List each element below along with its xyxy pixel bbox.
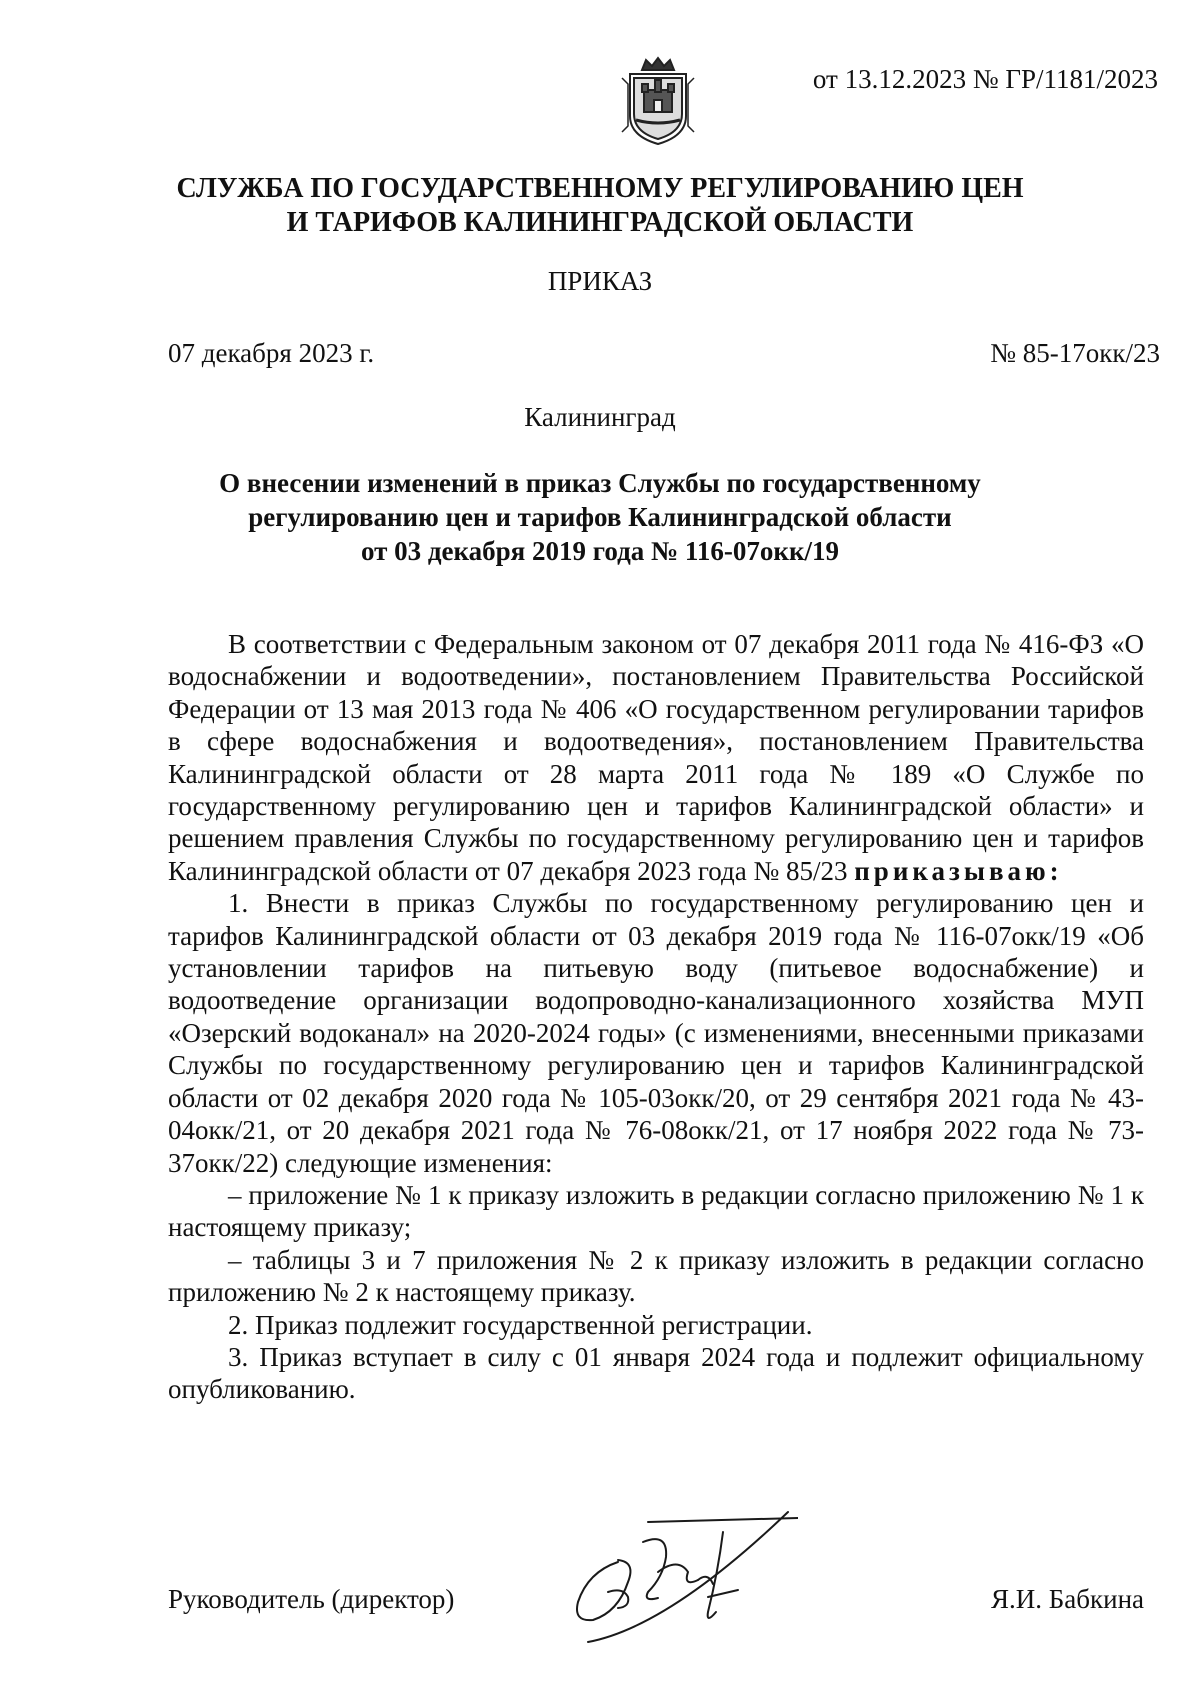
order-word: приказываю: [854, 855, 1063, 886]
kaliningrad-coat-of-arms-icon [620, 56, 696, 148]
preamble-paragraph [168, 628, 1144, 887]
organization-title [0, 172, 1200, 240]
dash-1-paragraph: – приложение № 1 к приказу изложить в редакции согласно приложению № 1 к настоящему приказу; [168, 1179, 1144, 1243]
signer-name: Я.И. Бабкина [991, 1584, 1144, 1614]
subject-line-3: от 03 декабря 2019 года № 116-07окк/19 [360, 536, 840, 566]
organization-title-line-1: СЛУЖБА ПО ГОСУДАРСТВЕННОМУ РЕГУЛИРОВАНИЮ ЦЕН [176, 173, 1024, 204]
document-type: ПРИКАЗ [547, 266, 653, 296]
item-3-paragraph: 3. Приказ вступает в силу с 01 января 2024 года и подлежит официальному опубликованию. [168, 1341, 1144, 1405]
handwritten-signature-icon [548, 1502, 798, 1652]
signer-role: Руководитель (директор) [168, 1584, 455, 1614]
item-1-paragraph: 1. Внести в приказ Службы по государственному регулированию цен и тарифов Калининградской области от 03 декабря 2019 года № 116-07окк/19 «Об установлении тарифов на питьевую воду (питьевое водоснабжение) и водоотведение организации водопроводно-канализационного хозяйства МУП «Озерский водоканал» на 2020-2024 годы» (с изменениями, внесенными приказами Службы по государственному регулированию цен и тарифов Калининградской области от 02 декабря 2020 года № 105-03окк/20, от 29 сентября 2021 года № 43-04окк/21, от 20 декабря 2021 года № 76-08окк/21, от 17 ноября 2022 года № 73-37окк/22) следующие изменения: [168, 888, 1144, 1178]
document-body [168, 628, 1144, 1406]
preamble-text: В соответствии с Федеральным законом от 07 декабря 2011 года № 416-ФЗ «О водоснабжении и водоотведении», постановлением Правительства Российской Федерации от 13 мая 2013 года № 406 «О государственном регулировании тарифов в сфере водоснабжения и водоотведения», постановлением Правительства Калининградской области от 28 марта 2011 года № 189 «О Службе по государственному регулированию цен и тарифов Калининградской области» и решением правления Службы по государственному регулированию цен и тарифов Калининградской области от 07 декабря 2023 года № 85/23 [168, 629, 1144, 886]
item-2-paragraph: 2. Приказ подлежит государственной регистрации. [228, 1309, 813, 1340]
subject-line-2: регулированию цен и тарифов Калининградской области [248, 502, 952, 532]
document-subject [0, 466, 1200, 568]
registration-stamp: от 13.12.2023 № ГР/1181/2023 [812, 64, 1158, 94]
city: Калининград [524, 402, 676, 432]
order-number: № 85-17окк/23 [990, 338, 1160, 368]
order-date: 07 декабря 2023 г. [168, 338, 375, 368]
subject-line-1: О внесении изменений в приказ Службы по государственному [219, 468, 981, 498]
organization-title-line-2: И ТАРИФОВ КАЛИНИНГРАДСКОЙ ОБЛАСТИ [286, 207, 914, 238]
dash-2-paragraph: – таблицы 3 и 7 приложения № 2 к приказу изложить в редакции согласно приложению № 2 к настоящему приказу. [168, 1244, 1144, 1308]
